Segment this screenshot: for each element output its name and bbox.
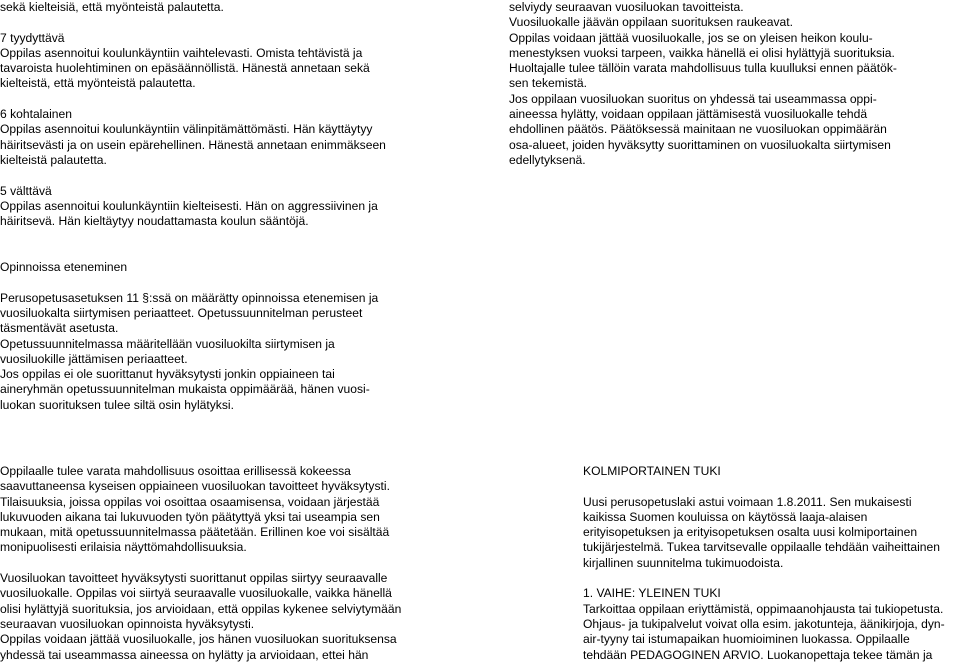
text-line: Opetussuunnitelmassa määritellään vuosiluokilta siirtymisen ja xyxy=(0,336,335,351)
phase-heading: 1. VAIHE: YLEINEN TUKI xyxy=(583,586,721,601)
progress-text xyxy=(0,291,400,413)
phase-paragraph xyxy=(583,602,960,663)
separate-exam-paragraph xyxy=(0,464,420,556)
bottom-left-column xyxy=(0,464,420,663)
text-line: saavuttaneensa kyseisen oppiaineen vuosiluokan tavoitteet hyväksytysti. xyxy=(0,479,390,494)
support-intro-paragraph xyxy=(583,495,960,571)
text-line: kaikissa Suomen kouluissa on käytössä laaja-alaisen xyxy=(583,509,868,524)
grade-6-text xyxy=(0,122,400,168)
progress-heading: Opinnoissa eteneminen xyxy=(0,260,128,275)
grade-5-heading: 5 välttävä xyxy=(0,183,52,198)
text-line: yhdessä tai useammassa aineessa on hylätty ja arvioidaan, ettei hän xyxy=(0,647,369,662)
text-line: Oppilas asennoitui koulunkäyntiin välinpitämättömästi. Hän käyttäytyy xyxy=(0,122,373,137)
text-line: air-tyyny tai istumapaikan huomioiminen luokassa. Oppilaalle xyxy=(583,632,910,647)
text-line: selviydy seuraavan vuosiluokan tavoitteista. xyxy=(509,0,744,14)
section-heading: KOLMIPORTAINEN TUKI xyxy=(583,464,721,478)
intro-line: sekä kielteisiä, että myönteistä palautetta. xyxy=(0,0,224,14)
text-line: häiritsevästi ja on usein epärehellinen. Hänestä annetaan enimmäkseen xyxy=(0,137,386,152)
grade-7-text xyxy=(0,46,400,92)
text-line: tehdään PEDAGOGINEN ARVIO. Luokanopettaja tekee tämän ja xyxy=(583,647,933,662)
grade-7-heading: 7 tyydyttävä xyxy=(0,30,65,45)
grade-5-text xyxy=(0,199,400,230)
grade-transfer-paragraph xyxy=(0,571,420,663)
text-line: kielteistä palautetta. xyxy=(0,152,107,167)
text-line: seuraavan vuosiluokan opinnoista hyväksytysti. xyxy=(0,616,255,631)
top-right-column xyxy=(509,0,929,168)
text-line: Uusi perusopetuslaki astui voimaan 1.8.2011. Sen mukaisesti xyxy=(583,494,912,509)
text-line: tavaroista huolehtiminen on epäsäännöllistä. Hänestä annetaan sekä xyxy=(0,61,370,76)
text-line: kirjallinen suunnitelma tukimuodoista. xyxy=(583,555,784,570)
text-line: edellytyksenä. xyxy=(509,152,586,167)
text-line: Oppilas voidaan jättää vuosiluokalle, jos se on yleisen heikon koulu- xyxy=(509,30,873,45)
text-line: Vuosiluokan tavoitteet hyväksytysti suorittanut oppilas siirtyy seuraavalle xyxy=(0,571,388,586)
text-line: ehdollinen päätös. Päätöksessä mainitaan ne vuosiluokan oppimäärän xyxy=(509,122,887,137)
text-line: aineessa hylätty, voidaan oppilaan jättämisestä vuosiluokalle tehdä xyxy=(509,107,868,122)
text-line: luokan suorituksen tulee siltä osin hylätyksi. xyxy=(0,397,234,412)
grade-6-heading: 6 kohtalainen xyxy=(0,107,72,122)
text-line: sen tekemistä. xyxy=(509,76,587,91)
text-line: Jos oppilaan vuosiluokan suoritus on yhdessä tai useammassa oppi- xyxy=(509,91,877,106)
text-line: menestyksen vuoksi tarpeen, vaikka hänellä ei olisi hylättyjä suorituksia. xyxy=(509,45,895,60)
text-line: erityisopetuksen ja erityisopetuksen osalta uusi kolmiportainen xyxy=(583,525,918,540)
text-line: Oppilaalle tulee varata mahdollisuus osoittaa erillisessä kokeessa xyxy=(0,464,351,478)
text-line: olisi hylättyjä suorituksia, jos arvioidaan, että oppilas kykenee selviytymään xyxy=(0,601,402,616)
text-line: Perusopetusasetuksen 11 §:ssä on määrätty opinnoissa etenemisen ja xyxy=(0,290,379,305)
text-line: Oppilas asennoitui koulunkäyntiin kielteisesti. Hän on aggressiivinen ja xyxy=(0,198,378,213)
text-line: Oppilas voidaan jättää vuosiluokalle, jos hänen vuosiluokan suorituksensa xyxy=(0,632,397,647)
text-line: Oppilas asennoitui koulunkäyntiin vaihtelevasti. Omista tehtävistä ja xyxy=(0,45,363,60)
text-line: Tarkoittaa oppilaan eriyttämistä, oppimaanohjausta tai tukiopetusta. xyxy=(583,601,944,616)
text-line: mukaan, mitä opetussuunnitelmassa päätetään. Erillinen koe voi sisältää xyxy=(0,525,390,540)
text-line: Ohjaus- ja tukipalvelut voivat olla esim. jakotunteja, äänikirjoja, dyn- xyxy=(583,616,945,631)
bottom-right-column xyxy=(583,464,960,663)
text-line: täsmentävät asetusta. xyxy=(0,321,119,336)
text-line: Vuosiluokalle jäävän oppilaan suorituksen raukeavat. xyxy=(509,15,793,30)
text-line: osa-alueet, joiden hyväksytty suorittaminen on vuosiluokalta siirtymisen xyxy=(509,137,891,152)
text-line: kielteistä, että myönteistä palautetta. xyxy=(0,76,196,91)
text-line: Huoltajalle tulee tällöin varata mahdollisuus tulla kuulluksi ennen päätök- xyxy=(509,61,897,76)
text-line: Jos oppilas ei ole suorittanut hyväksytysti jonkin oppiaineen tai xyxy=(0,367,335,382)
text-line: vuosiluokalle. Oppilas voi siirtyä seuraavalle vuosiluokalle, vaikka hänellä xyxy=(0,586,392,601)
text-line: monipuolisesti erilaisia näyttömahdollisuuksia. xyxy=(0,540,247,555)
text-line: häiritsevä. Hän kieltäytyy noudattamasta koulun sääntöjä. xyxy=(0,214,309,229)
text-line: lukuvuoden aikana tai lukuvuoden työn päätyttyä yksi tai useampia sen xyxy=(0,509,380,524)
text-line: tukijärjestelmä. Tukea tarvitsevalle oppilaalle tehdään vaiheittainen xyxy=(583,540,940,555)
text-line: aineryhmän opetussuunnitelman mukaista oppimäärää, hänen vuosi- xyxy=(0,382,370,397)
top-left-column xyxy=(0,0,400,413)
continuation-text xyxy=(509,0,929,168)
text-line: vuosiluokalta siirtymisen periaatteet. Opetussuunnitelman perusteet xyxy=(0,305,363,320)
text-line: vuosiluokille jättämisen periaatteet. xyxy=(0,351,188,366)
text-line: Tilaisuuksia, joissa oppilas voi osoittaa osaamisensa, voidaan järjestää xyxy=(0,494,380,509)
